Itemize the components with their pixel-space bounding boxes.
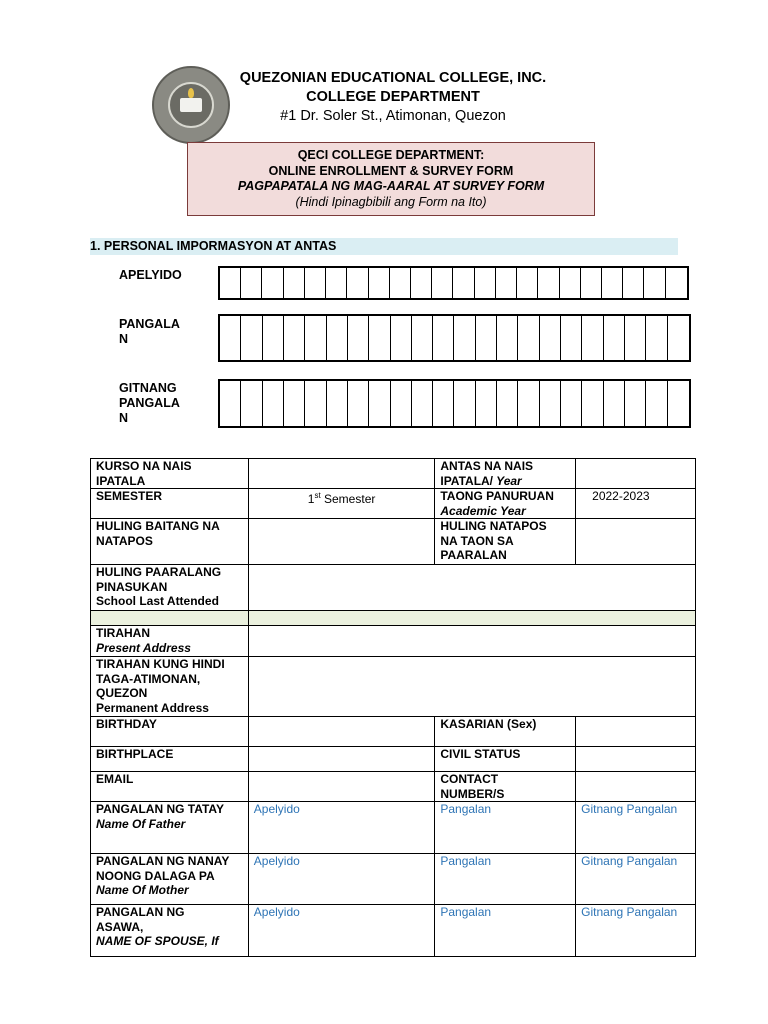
gitnang-label [119,381,180,426]
apelyido-label: APELYIDO [119,268,182,282]
char-box[interactable] [284,268,305,298]
taong-label-line1: TAONG PANURUAN [440,489,554,503]
enrollment-table [90,458,696,957]
char-box[interactable] [668,381,689,426]
mother-label [91,854,249,905]
char-box[interactable] [497,316,518,360]
spouse-gitnang-field[interactable]: Gitnang Pangalan [576,905,696,957]
char-box[interactable] [348,381,369,426]
perm-line3: QUEZON [96,686,148,700]
mother-gitnang-field[interactable]: Gitnang Pangalan [576,854,696,905]
huling-baitang-label [91,519,249,565]
father-label [91,802,249,854]
spouse-label [91,905,249,957]
char-box[interactable] [646,381,667,426]
spouse-line1: PANGALAN NG [96,905,185,919]
char-box[interactable] [241,316,262,360]
spacer-cell [91,611,249,626]
char-box[interactable] [263,316,284,360]
semester-value[interactable] [248,489,435,519]
char-box[interactable] [582,316,603,360]
char-box[interactable] [305,268,326,298]
paaralang-label [91,565,249,611]
antas-label-year: Year [493,473,522,488]
char-box[interactable] [220,316,241,360]
table-row [91,626,696,657]
char-box[interactable] [326,268,347,298]
permanent-address-label [91,657,249,717]
char-box[interactable] [369,381,390,426]
char-box[interactable] [327,381,348,426]
char-box[interactable] [518,316,539,360]
spouse-apelyido-field[interactable]: Apelyido [248,905,435,957]
birthplace-field[interactable] [248,747,435,772]
huling-baitang-field[interactable] [248,519,435,565]
mother-line1: PANGALAN NG NANAY [96,854,230,868]
semester-label: SEMESTER [91,489,249,519]
char-box[interactable] [582,381,603,426]
table-row [91,611,696,626]
char-box[interactable] [666,268,687,298]
char-box[interactable] [604,381,625,426]
birthday-label: BIRTHDAY [91,717,249,747]
kurso-label-line1: KURSO NA NAIS [96,459,192,473]
permanent-address-field[interactable] [248,657,695,717]
civil-status-label: CIVIL STATUS [435,747,576,772]
antas-label [435,459,576,489]
char-box[interactable] [433,316,454,360]
table-row [91,747,696,772]
char-box[interactable] [305,381,326,426]
pangalan-label [119,317,180,347]
antas-label-line1: ANTAS NA NAIS [440,459,534,473]
char-box[interactable] [347,268,368,298]
pangalan-label-line2: N [119,332,129,346]
kasarian-label: KASARIAN (Sex) [435,717,576,747]
char-box[interactable] [391,381,412,426]
mother-line3: Name Of Mother [96,883,189,897]
title-line-2: ONLINE ENROLLMENT & SURVEY FORM [268,163,514,178]
table-row [91,802,696,854]
antas-field[interactable] [576,459,696,489]
mother-pangalan-field[interactable]: Pangalan [435,854,576,905]
college-seal-icon [152,66,230,144]
tirahan-field[interactable] [248,626,695,657]
char-box[interactable] [560,268,581,298]
table-row [91,717,696,747]
table-row [91,519,696,565]
title-line-1: QECI COLLEGE DEPARTMENT: [297,148,485,162]
char-box[interactable] [453,268,474,298]
paaralang-field[interactable] [248,565,695,611]
table-row [91,489,696,519]
char-box[interactable] [475,268,496,298]
table-row [91,772,696,802]
char-box[interactable] [412,316,433,360]
perm-line4: Permanent Address [96,700,209,715]
table-row [91,854,696,905]
tirahan-line1: TIRAHAN [96,626,150,640]
table-row [91,905,696,957]
pangalan-label-line1: PANGALA [119,317,180,331]
mother-line2: NOONG DALAGA PA [96,868,215,883]
paaralang-line3: School Last Attended [96,594,219,608]
spouse-line2: ASAWA, [96,919,144,934]
semester-text: Semester [320,492,376,506]
kurso-label-line2: IPATALA [96,473,146,488]
huling-natapos-line2: NA TAON SA [440,533,514,548]
contact-line2: NUMBER/S [440,786,505,801]
char-box[interactable] [433,381,454,426]
char-box[interactable] [220,268,241,298]
paaralang-line1: HULING PAARALANG [96,565,222,579]
char-box[interactable] [604,316,625,360]
char-box[interactable] [517,268,538,298]
kurso-label [91,459,249,489]
char-box[interactable] [263,381,284,426]
tirahan-line2: Present Address [96,640,191,655]
huling-natapos-field[interactable] [576,519,696,565]
semester-suffix: st [314,491,321,500]
char-box[interactable] [454,381,475,426]
char-box[interactable] [305,316,326,360]
char-box[interactable] [496,268,517,298]
title-line-3: PAGPAPATALA NG MAG-AARAL AT SURVEY FORM [237,179,545,193]
table-row [91,657,696,717]
contact-line1: CONTACT [440,772,499,786]
char-box[interactable] [518,381,539,426]
char-box[interactable] [602,268,623,298]
contact-field[interactable] [576,772,696,802]
taong-label-line2: Academic Year [440,503,526,518]
gitnang-label-line2: PANGALA [119,396,180,410]
college-name: QUEZONIAN EDUCATIONAL COLLEGE, INC. [239,70,547,86]
section-title: 1. PERSONAL IMPORMASYON AT ANTAS [90,239,337,253]
char-box[interactable] [625,381,646,426]
char-box[interactable] [369,316,390,360]
huling-baitang-line1: HULING BAITANG NA [96,519,220,533]
semester-number: 1 [307,492,315,506]
char-box[interactable] [390,268,411,298]
char-box[interactable] [538,268,559,298]
college-address: #1 Dr. Soler St., Atimonan, Quezon [280,108,506,124]
char-box[interactable] [241,381,262,426]
section-header [90,238,678,255]
father-apelyido-field[interactable]: Apelyido [248,802,435,854]
char-box[interactable] [476,381,497,426]
contact-label [435,772,576,802]
char-box[interactable] [476,316,497,360]
gitnang-label-line3: N [119,411,129,425]
char-box[interactable] [646,316,667,360]
department-name: COLLEGE DEPARTMENT [306,89,480,105]
kurso-field[interactable] [248,459,435,489]
father-line2: Name Of Father [96,816,186,831]
gitnang-boxes[interactable] [218,379,691,428]
char-box[interactable] [644,268,665,298]
paaralang-line2: PINASUKAN [96,579,168,594]
huling-natapos-label [435,519,576,565]
tirahan-label [91,626,249,657]
father-pangalan-field[interactable]: Pangalan [435,802,576,854]
char-box[interactable] [391,316,412,360]
huling-natapos-line3: PAARALAN [440,548,507,562]
char-box[interactable] [241,268,262,298]
char-box[interactable] [454,316,475,360]
char-box[interactable] [561,381,582,426]
huling-baitang-line2: NATAPOS [96,533,153,548]
civil-status-field[interactable] [576,747,696,772]
spouse-line3: NAME OF SPOUSE, If [96,934,219,948]
char-box[interactable] [497,381,518,426]
char-box[interactable] [348,316,369,360]
char-box[interactable] [432,268,453,298]
char-box[interactable] [623,268,644,298]
father-gitnang-field[interactable]: Gitnang Pangalan [576,802,696,854]
char-box[interactable] [412,381,433,426]
antas-label-line2: IPATALA/ [440,473,494,488]
perm-line1: TIRAHAN KUNG HINDI [96,657,225,671]
email-label: EMAIL [91,772,249,802]
kasarian-field[interactable] [576,717,696,747]
char-box[interactable] [411,268,432,298]
char-box[interactable] [262,268,283,298]
birthday-field[interactable] [248,717,435,747]
table-row [91,459,696,489]
table-row [91,565,696,611]
perm-line2: TAGA-ATIMONAN, [96,671,201,686]
title-line-4: (Hindi Ipinagbibili ang Form na Ito) [295,194,487,209]
char-box[interactable] [540,381,561,426]
char-box[interactable] [220,381,241,426]
char-box[interactable] [540,316,561,360]
pangalan-boxes[interactable] [218,314,691,362]
char-box[interactable] [625,316,646,360]
char-box[interactable] [284,316,305,360]
academic-year-value[interactable]: 2022-2023 [576,489,696,519]
apelyido-boxes[interactable] [218,266,689,300]
huling-natapos-line1: HULING NATAPOS [440,519,547,533]
char-box[interactable] [668,316,689,360]
taong-label [435,489,576,519]
birthplace-label: BIRTHPLACE [91,747,249,772]
char-box[interactable] [369,268,390,298]
char-box[interactable] [581,268,602,298]
gitnang-label-line1: GITNANG [119,381,177,395]
form-title-box [187,142,595,216]
spouse-pangalan-field[interactable]: Pangalan [435,905,576,957]
email-field[interactable] [248,772,435,802]
father-line1: PANGALAN NG TATAY [96,802,224,816]
spacer-cell [248,611,695,626]
mother-apelyido-field[interactable]: Apelyido [248,854,435,905]
char-box[interactable] [284,381,305,426]
char-box[interactable] [561,316,582,360]
char-box[interactable] [327,316,348,360]
